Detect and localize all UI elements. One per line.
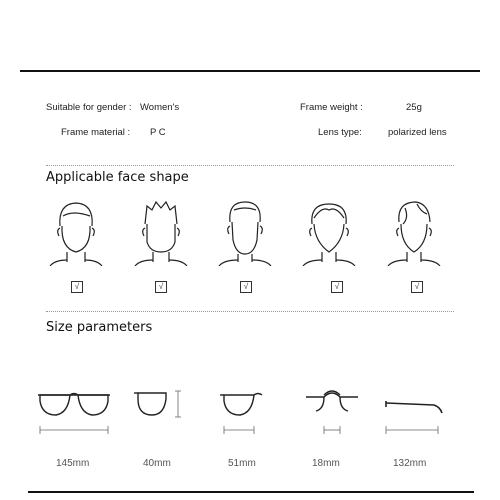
weight-value: 25g: [406, 102, 422, 113]
face-section-title: Applicable face shape: [46, 170, 189, 185]
material-value: P C: [150, 127, 166, 138]
spec-divider: [46, 165, 454, 166]
bottom-divider: [28, 491, 474, 493]
lens-height-measurement: 40mm: [143, 458, 171, 469]
weight-label: Frame weight :: [300, 102, 363, 113]
face-5-icon: [383, 196, 445, 266]
bridge-width-measurement: 18mm: [312, 458, 340, 469]
total-width-measurement: 145mm: [56, 458, 90, 469]
face-4-icon: [298, 196, 360, 266]
check-box-2: √: [155, 281, 167, 293]
lens-width-measurement: 51mm: [228, 458, 256, 469]
size-section-title: Size parameters: [46, 320, 153, 335]
full-width-glasses-icon: [36, 385, 112, 441]
top-divider: [20, 70, 480, 72]
check-box-5: √: [411, 281, 423, 293]
temple-length-measurement: 132mm: [393, 458, 427, 469]
material-label: Frame material :: [61, 127, 131, 138]
check-box-3: √: [240, 281, 252, 293]
face-1-icon: [45, 196, 107, 266]
temple-length-glasses-icon: [382, 385, 448, 441]
check-box-4: √: [331, 281, 343, 293]
lens-width-glasses-icon: [218, 385, 278, 441]
lens-height-glasses-icon: [132, 385, 192, 441]
bridge-width-glasses-icon: [302, 385, 362, 441]
gender-label: Suitable for gender :: [46, 102, 132, 113]
lens-value: polarized lens: [388, 127, 447, 138]
lens-label: Lens type:: [318, 127, 362, 138]
gender-value: Women's: [140, 102, 180, 113]
face-divider: [46, 311, 454, 312]
face-2-icon: [130, 196, 192, 266]
check-box-1: √: [71, 281, 83, 293]
face-3-icon: [214, 196, 276, 266]
